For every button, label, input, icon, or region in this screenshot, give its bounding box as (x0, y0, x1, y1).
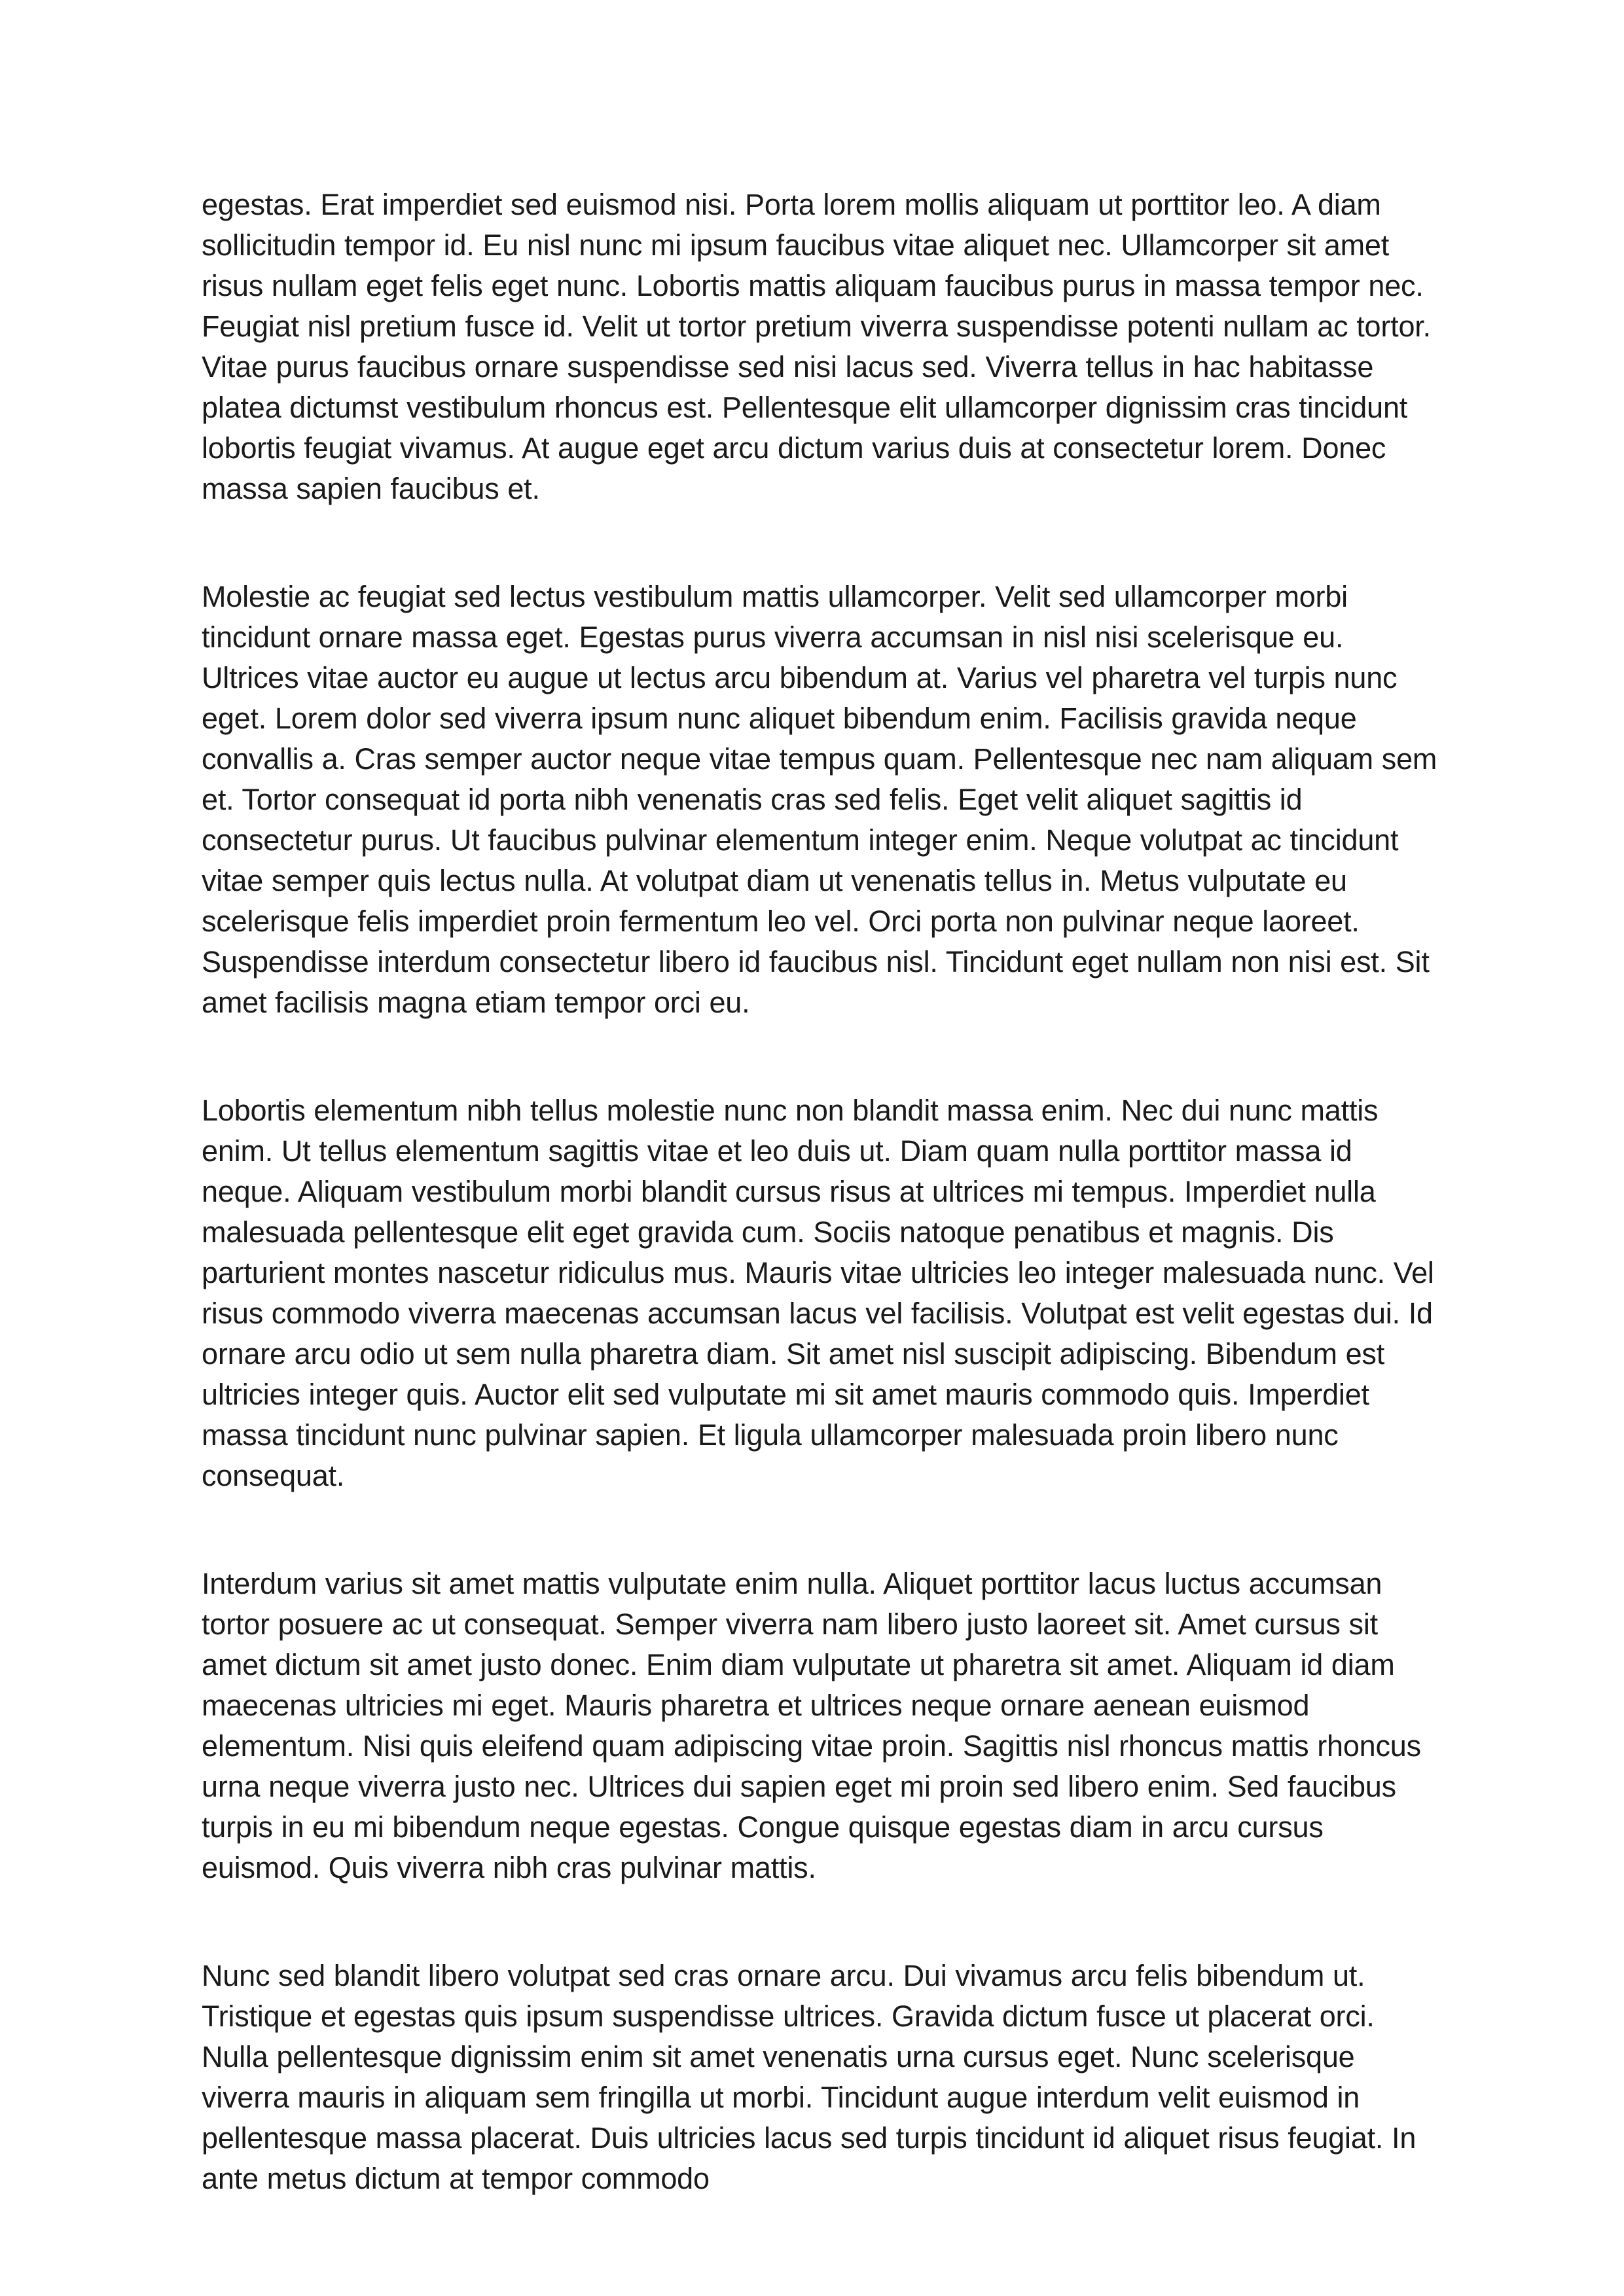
paragraph: Nunc sed blandit libero volutpat sed cras ornare arcu. Dui vivamus arcu felis bibendum ut. Tristique et egestas quis ipsum suspendisse ultrices. Gravida dictum fusce ut placerat orci. Nulla pellentesque dignissim enim sit amet venenatis urna cursus eget. Nunc scelerisque viverra mauris in aliquam sem fringilla ut morbi. Tincidunt augue interdum velit euismod in pellentesque massa placerat. Duis ultricies lacus sed turpis tincidunt id aliquet risus feugiat. In ante metus dictum at tempor commodo (202, 1959, 1416, 2195)
paragraph: Interdum varius sit amet mattis vulputate enim nulla. Aliquet porttitor lacus luctus accumsan tortor posuere ac ut consequat. Semper viverra nam libero justo laoreet sit. Amet cursus sit amet dictum sit amet justo donec. Enim diam vulputate ut pharetra sit amet. Aliquam id diam maecenas ultricies mi eget. Mauris pharetra et ultrices neque ornare aenean euismod elementum. Nisi quis eleifend quam adipiscing vitae proin. Sagittis nisl rhoncus mattis rhoncus urna neque viverra justo nec. Ultrices dui sapien eget mi proin sed libero enim. Sed faucibus turpis in eu mi bibendum neque egestas. Congue quisque egestas diam in arcu cursus euismod. Quis viverra nibh cras pulvinar mattis. (202, 1567, 1421, 1884)
paragraph: Lobortis elementum nibh tellus molestie nunc non blandit massa enim. Nec dui nunc mattis enim. Ut tellus elementum sagittis vitae et leo duis ut. Diam quam nulla porttitor massa id neque. Aliquam vestibulum morbi blandit cursus risus at ultrices mi tempus. Imperdiet nulla malesuada pellentesque elit eget gravida cum. Sociis natoque penatibus et magnis. Dis parturient montes nascetur ridiculus mus. Mauris vitae ultricies leo integer malesuada nunc. Vel risus commodo viverra maecenas accumsan lacus vel facilisis. Volutpat est velit egestas dui. Id ornare arcu odio ut sem nulla pharetra diam. Sit amet nisl suscipit adipiscing. Bibendum est ultricies integer quis. Auctor elit sed vulputate mi sit amet mauris commodo quis. Imperdiet massa tincidunt nunc pulvinar sapien. Et ligula ullamcorper malesuada proin libero nunc consequat. (202, 1094, 1434, 1492)
paragraph: egestas. Erat imperdiet sed euismod nisi. Porta lorem mollis aliquam ut porttitor leo. A diam sollicitudin tempor id. Eu nisl nunc mi ipsum faucibus vitae aliquet nec. Ullamcorper sit amet risus nullam eget felis eget nunc. Lobortis mattis aliquam faucibus purus in massa tempor nec. Feugiat nisl pretium fusce id. Velit ut tortor pretium viverra suspendisse potenti nullam ac tortor. Vitae purus faucibus ornare suspendisse sed nisi lacus sed. Viverra tellus in hac habitasse platea dictumst vestibulum rhoncus est. Pellentesque elit ullamcorper dignissim cras tincidunt lobortis feugiat vivamus. At augue eget arcu dictum varius duis at consectetur lorem. Donec massa sapien faucibus et. (202, 188, 1431, 505)
paragraph: Molestie ac feugiat sed lectus vestibulum mattis ullamcorper. Velit sed ullamcorper morbi tincidunt ornare massa eget. Egestas purus viverra accumsan in nisl nisi scelerisque eu. Ultrices vitae auctor eu augue ut lectus arcu bibendum at. Varius vel pharetra vel turpis nunc eget. Lorem dolor sed viverra ipsum nunc aliquet bibendum enim. Facilisis gravida neque convallis a. Cras semper auctor neque vitae tempus quam. Pellentesque nec nam aliquam sem et. Tortor consequat id porta nibh venenatis cras sed felis. Eget velit aliquet sagittis id consectetur purus. Ut faucibus pulvinar elementum integer enim. Neque volutpat ac tincidunt vitae semper quis lectus nulla. At volutpat diam ut venenatis tellus in. Metus vulputate eu scelerisque felis imperdiet proin fermentum leo vel. Orci porta non pulvinar neque laoreet. Suspendisse interdum consectetur libero id faucibus nisl. Tincidunt eget nullam non nisi est. Sit amet facilisis magna etiam tempor orci eu. (202, 580, 1437, 1019)
document-body (202, 185, 1442, 2267)
